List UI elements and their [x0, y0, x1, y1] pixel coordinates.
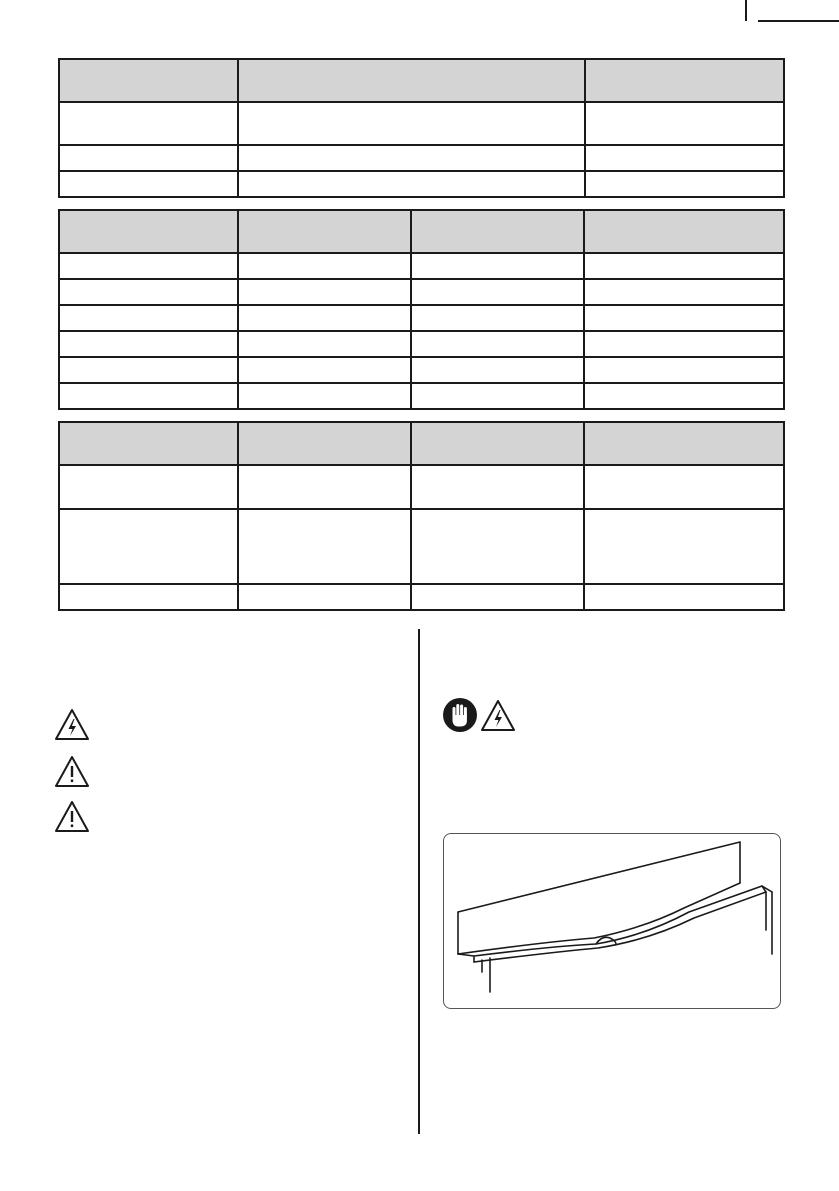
column-divider	[418, 629, 420, 1134]
table-cell	[238, 331, 411, 357]
table-header-cell	[411, 210, 584, 253]
table-cell	[59, 145, 238, 171]
table-cell	[585, 171, 784, 197]
table-cell	[59, 465, 238, 509]
table-row	[59, 279, 784, 305]
shelf-illustration-frame	[443, 833, 781, 1009]
table-cell	[585, 145, 784, 171]
table-cell	[59, 383, 238, 409]
table-cell	[238, 102, 585, 145]
table-cell	[59, 253, 238, 279]
table-cell	[238, 383, 411, 409]
table-cell	[238, 509, 411, 584]
table-row	[59, 584, 784, 610]
table-cell	[238, 305, 411, 331]
table-header-cell	[59, 422, 238, 465]
table-cell	[238, 253, 411, 279]
table-cell	[584, 279, 784, 305]
electric-shock-warning-icon	[480, 699, 516, 732]
table-cell	[411, 279, 584, 305]
table-header-cell	[59, 210, 238, 253]
table-cell	[59, 279, 238, 305]
table-cell	[59, 102, 238, 145]
table-cell	[59, 584, 238, 610]
table-cell	[585, 102, 784, 145]
table-row	[59, 331, 784, 357]
shelf-bracket-illustration	[444, 834, 780, 1008]
table-cell	[238, 145, 585, 171]
table-header-cell	[238, 422, 411, 465]
table-cell	[584, 584, 784, 610]
crop-mark-top-right-horizontal	[758, 20, 839, 22]
table-cell	[584, 509, 784, 584]
table-header-row	[59, 210, 784, 253]
table-cell	[238, 171, 585, 197]
general-warning-icon	[54, 800, 90, 833]
table-cell	[238, 357, 411, 383]
table-cell	[411, 509, 584, 584]
table-cell	[584, 465, 784, 509]
table-row	[59, 171, 784, 197]
table-header-cell	[238, 210, 411, 253]
electric-shock-warning-icon	[54, 708, 90, 741]
table-cell	[584, 383, 784, 409]
table-cell	[59, 305, 238, 331]
spec-table-3	[58, 421, 785, 611]
table-cell	[59, 357, 238, 383]
table-cell	[238, 584, 411, 610]
table-row	[59, 102, 784, 145]
table-cell	[411, 383, 584, 409]
general-warning-icon	[54, 755, 90, 788]
table-row	[59, 509, 784, 584]
spec-table-1	[58, 58, 785, 198]
table-row	[59, 383, 784, 409]
table-row	[59, 465, 784, 509]
table-cell	[584, 357, 784, 383]
table-cell	[411, 465, 584, 509]
table-cell	[411, 253, 584, 279]
table-cell	[59, 331, 238, 357]
table-row	[59, 253, 784, 279]
crop-mark-top-right	[745, 0, 747, 21]
table-cell	[411, 584, 584, 610]
table-cell	[59, 509, 238, 584]
table-cell	[584, 253, 784, 279]
table-row	[59, 305, 784, 331]
table-cell	[238, 465, 411, 509]
table-header-cell	[584, 422, 784, 465]
table-cell	[584, 305, 784, 331]
table-cell	[238, 279, 411, 305]
table-cell	[411, 357, 584, 383]
table-header-cell	[238, 59, 585, 102]
table-cell	[411, 305, 584, 331]
table-cell	[59, 171, 238, 197]
stop-hand-icon	[442, 697, 478, 733]
table-header-cell	[59, 59, 238, 102]
table-row	[59, 357, 784, 383]
spec-table-2	[58, 209, 785, 410]
table-header-row	[59, 59, 784, 102]
table-row	[59, 145, 784, 171]
table-header-cell	[585, 59, 784, 102]
table-header-cell	[584, 210, 784, 253]
table-cell	[584, 331, 784, 357]
table-header-row	[59, 422, 784, 465]
table-header-cell	[411, 422, 584, 465]
table-cell	[411, 331, 584, 357]
